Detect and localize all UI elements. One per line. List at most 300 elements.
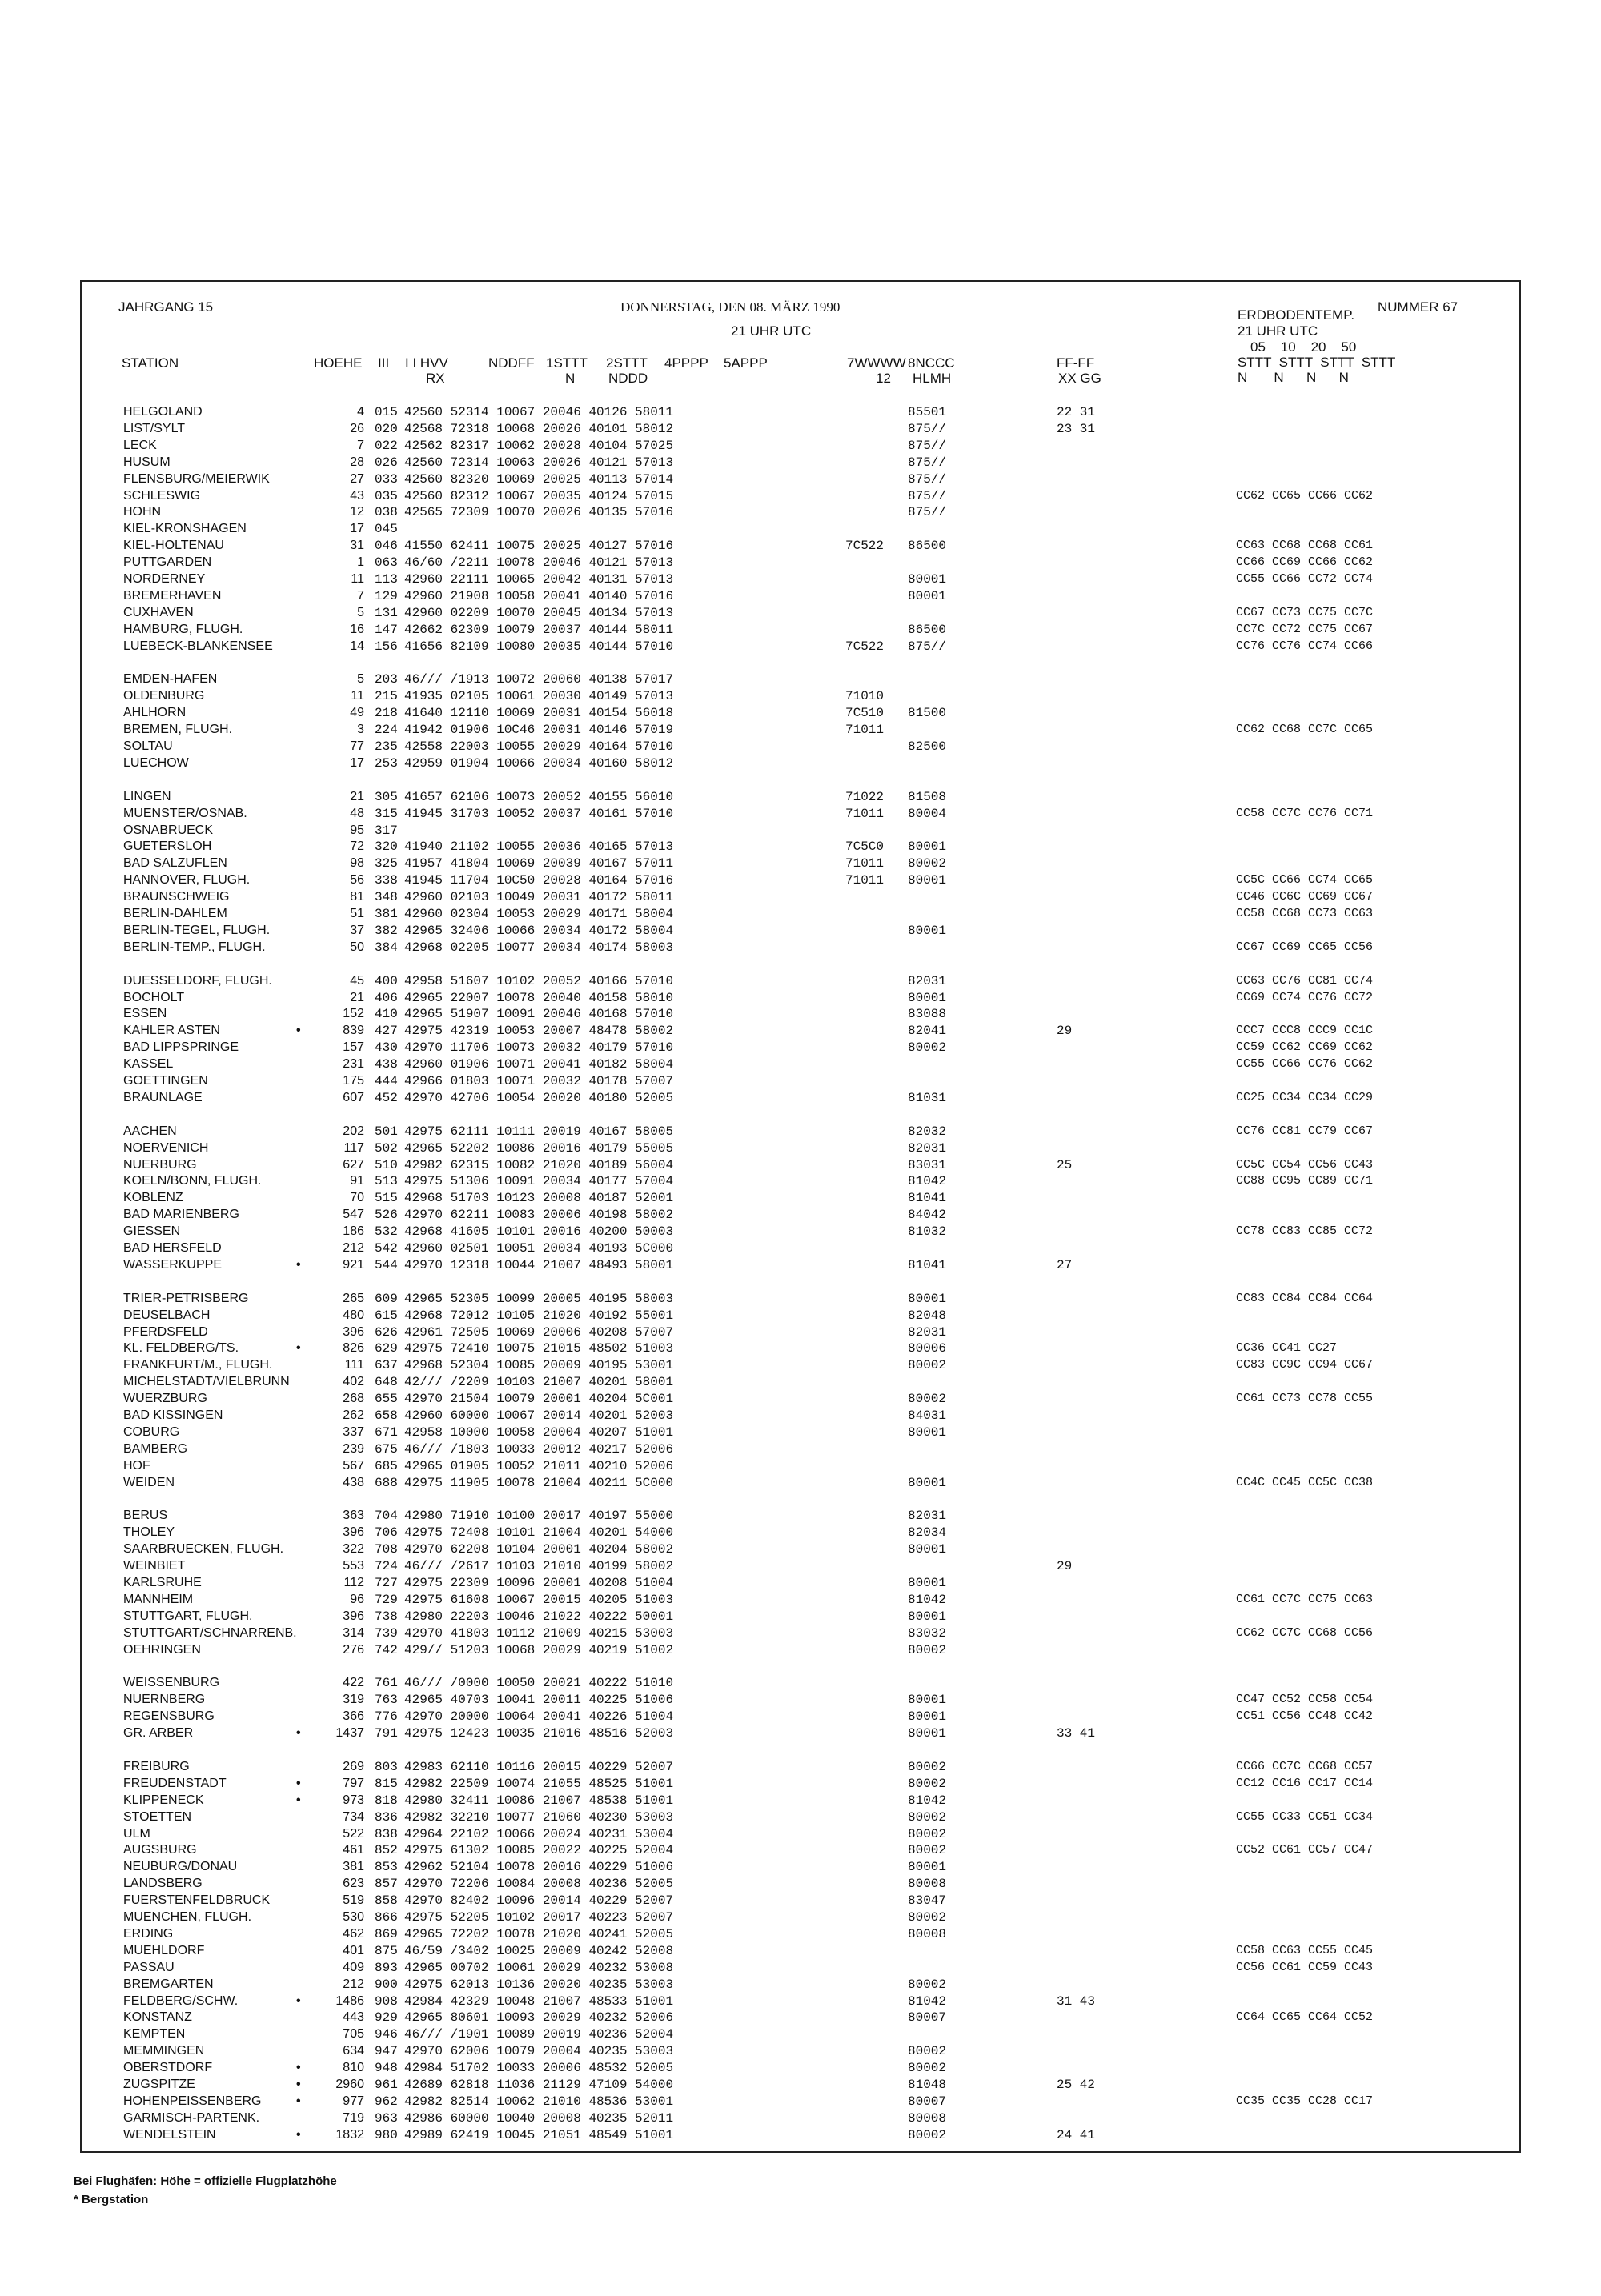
station-name: FUERSTENFELDBRUCK bbox=[123, 1893, 271, 1908]
station-height: 269 bbox=[343, 1759, 364, 1773]
station-height: 396 bbox=[343, 1324, 364, 1339]
station-name: TRIER-PETRISBERG bbox=[123, 1291, 249, 1305]
cloud-group: 80004 bbox=[908, 806, 947, 821]
synop-groups: 42965 01905 10052 21011 40210 52006 bbox=[404, 1458, 674, 1473]
weather-group: 71022 bbox=[845, 789, 885, 804]
station-id: 038 bbox=[375, 505, 398, 520]
station-row bbox=[82, 1827, 1523, 1844]
col-7wwww-n: 12 bbox=[876, 371, 891, 386]
station-id: 980 bbox=[375, 2127, 398, 2142]
station-name: EMDEN-HAFEN bbox=[123, 672, 218, 687]
weather-group: 7C522 bbox=[845, 639, 885, 654]
mountain-station-marker: • bbox=[296, 2078, 301, 2091]
cloud-group: 80001 bbox=[908, 1709, 947, 1725]
cloud-group: 82031 bbox=[908, 1509, 947, 1524]
col-iii: III bbox=[378, 355, 390, 371]
soil-temps: CC7C CC72 CC75 CC67 bbox=[1236, 622, 1374, 636]
cloud-group: 80002 bbox=[908, 2061, 947, 2076]
station-id: 869 bbox=[375, 1926, 398, 1941]
station-id: 857 bbox=[375, 1877, 398, 1892]
cloud-group: 80001 bbox=[908, 1726, 947, 1741]
station-id: 532 bbox=[375, 1224, 398, 1240]
station-name: KIEL-KRONSHAGEN bbox=[123, 522, 247, 536]
synop-groups: 42960 21908 10058 20041 40140 57016 bbox=[404, 588, 674, 603]
footnote-mountain: * Bergstation bbox=[74, 2193, 149, 2206]
station-id: 348 bbox=[375, 890, 398, 905]
station-row bbox=[82, 924, 1523, 940]
synop-groups: 46/// /1803 10033 20012 40217 52006 bbox=[404, 1441, 674, 1457]
synop-groups: 42558 22003 10055 20029 40164 57010 bbox=[404, 739, 674, 754]
station-row bbox=[82, 522, 1523, 539]
station-height: 519 bbox=[343, 1893, 364, 1908]
station-id: 131 bbox=[375, 605, 398, 620]
volume-label: JAHRGANG 15 bbox=[118, 299, 214, 315]
soil-temps: CC55 CC66 CC72 CC74 bbox=[1236, 572, 1374, 586]
station-height: 212 bbox=[343, 1977, 364, 1991]
station-id: 444 bbox=[375, 1074, 398, 1088]
synop-groups: 42968 41605 10101 20016 40200 50003 bbox=[404, 1224, 674, 1240]
station-row bbox=[82, 1292, 1523, 1308]
col-2sttt-n: NDDD bbox=[608, 371, 648, 386]
mountain-station-marker: • bbox=[296, 1776, 301, 1790]
synop-groups: 42568 72318 10068 20026 40101 58012 bbox=[404, 421, 674, 436]
station-height: 1437 bbox=[335, 1726, 364, 1741]
station-height: 91 bbox=[350, 1174, 364, 1188]
station-id: 045 bbox=[375, 522, 398, 537]
station-id: 763 bbox=[375, 1693, 398, 1708]
station-id: 033 bbox=[375, 471, 398, 487]
station-row bbox=[82, 623, 1523, 639]
synop-groups: 42960 01906 10071 20041 40182 58004 bbox=[404, 1057, 674, 1072]
station-id: 430 bbox=[375, 1040, 398, 1056]
cloud-group: 81041 bbox=[908, 1191, 947, 1206]
station-row bbox=[82, 873, 1523, 890]
station-height: 396 bbox=[343, 1525, 364, 1540]
station-name: ZUGSPITZE bbox=[123, 2078, 195, 2091]
synop-groups: 46/// /2617 10103 21010 40199 58002 bbox=[404, 1559, 674, 1574]
synop-groups: 41957 41804 10069 20039 40167 57011 bbox=[404, 856, 674, 872]
cloud-group: 80002 bbox=[908, 2044, 947, 2059]
station-height: 157 bbox=[343, 1040, 364, 1055]
weather-group: 71011 bbox=[845, 806, 885, 821]
station-id: 704 bbox=[375, 1509, 398, 1524]
station-id: 502 bbox=[375, 1140, 398, 1156]
soil-temps: CC25 CC34 CC34 CC29 bbox=[1236, 1090, 1374, 1104]
synop-groups: 42975 72408 10101 21004 40201 54000 bbox=[404, 1525, 674, 1541]
station-row bbox=[82, 1341, 1523, 1358]
station-row bbox=[82, 1024, 1523, 1040]
station-name: BRAUNSCHWEIG bbox=[123, 890, 230, 904]
soil-temps: CC46 CC6C CC69 CC67 bbox=[1236, 890, 1374, 904]
cloud-group: 86500 bbox=[908, 622, 947, 637]
station-id: 852 bbox=[375, 1843, 398, 1858]
station-row bbox=[82, 1191, 1523, 1208]
synop-groups: 42968 72012 10105 21020 40192 55001 bbox=[404, 1308, 674, 1323]
soil-temps: CC78 CC83 CC85 CC72 bbox=[1236, 1224, 1374, 1239]
soil-temps: CC47 CC52 CC58 CC54 bbox=[1236, 1693, 1374, 1707]
station-name: AUGSBURG bbox=[123, 1843, 197, 1857]
col-nddff: NDDFF bbox=[488, 355, 535, 371]
soil-temps: CC69 CC74 CC76 CC72 bbox=[1236, 990, 1374, 1004]
cloud-group: 83088 bbox=[908, 1007, 947, 1022]
station-height: 11 bbox=[351, 689, 364, 703]
synop-groups: 41945 31703 10052 20037 40161 57010 bbox=[404, 806, 674, 821]
station-name: BREMERHAVEN bbox=[123, 588, 222, 603]
station-name: LUEBECK-BLANKENSEE bbox=[123, 639, 273, 653]
station-height: 1832 bbox=[335, 2127, 364, 2142]
weather-group: 71010 bbox=[845, 689, 885, 704]
soil-temp-time: 21 UHR UTC bbox=[1238, 323, 1318, 339]
station-id: 671 bbox=[375, 1424, 398, 1440]
synop-groups: 46/// /0000 10050 20021 40222 51010 bbox=[404, 1676, 674, 1691]
station-name: HOHENPEISSENBERG bbox=[123, 2094, 262, 2108]
station-row bbox=[82, 1308, 1523, 1325]
station-name: STUTTGART, FLUGH. bbox=[123, 1609, 253, 1623]
station-id: 544 bbox=[375, 1257, 398, 1272]
station-name: BAD KISSINGEN bbox=[123, 1408, 223, 1422]
station-name: MUENSTER/OSNAB. bbox=[123, 806, 247, 820]
station-id: 853 bbox=[375, 1860, 398, 1875]
cloud-group: 80001 bbox=[908, 1693, 947, 1708]
synop-groups: 42970 20000 10064 20041 40226 51004 bbox=[404, 1709, 674, 1725]
soil-temps: CC55 CC66 CC76 CC62 bbox=[1236, 1057, 1374, 1072]
station-id: 609 bbox=[375, 1291, 398, 1306]
station-id: 338 bbox=[375, 873, 398, 888]
synop-groups: 42970 41803 10112 21009 40215 53003 bbox=[404, 1625, 674, 1641]
station-height: 409 bbox=[343, 1960, 364, 1974]
synop-groups: 42975 61302 10085 20022 40225 52004 bbox=[404, 1843, 674, 1858]
station-id: 526 bbox=[375, 1208, 398, 1223]
cloud-group: 80002 bbox=[908, 856, 947, 872]
cloud-group: 80007 bbox=[908, 2010, 947, 2026]
synop-groups: 42960 22111 10065 20042 40131 57013 bbox=[404, 572, 674, 587]
footnote-airports: Bei Flughäfen: Höhe = offizielle Flugplatzhöhe bbox=[74, 2174, 337, 2188]
station-name: KAHLER ASTEN bbox=[123, 1024, 220, 1038]
station-id: 501 bbox=[375, 1124, 398, 1139]
station-name: KIEL-HOLTENAU bbox=[123, 539, 224, 553]
synop-groups: 42965 52202 10086 20016 40179 55005 bbox=[404, 1140, 674, 1156]
station-id: 629 bbox=[375, 1341, 398, 1356]
weather-group: 7C510 bbox=[845, 706, 885, 721]
cloud-group: 86500 bbox=[908, 539, 947, 554]
synop-groups: 42560 72314 10063 20026 40121 57013 bbox=[404, 455, 674, 470]
station-height: 16 bbox=[350, 622, 364, 636]
station-name: DEUSELBACH bbox=[123, 1308, 211, 1322]
synop-groups: 42562 82317 10062 20028 40104 57025 bbox=[404, 438, 674, 453]
station-id: 515 bbox=[375, 1191, 398, 1206]
synop-groups: 42980 32411 10086 21007 48538 51001 bbox=[404, 1793, 674, 1808]
station-name: WENDELSTEIN bbox=[123, 2127, 216, 2142]
station-name: FREUDENSTADT bbox=[123, 1776, 227, 1790]
synop-groups: 42961 72505 10069 20006 40208 57007 bbox=[404, 1324, 674, 1340]
issue-label: NUMMER 67 bbox=[1378, 299, 1459, 315]
station-height: 56 bbox=[350, 873, 364, 888]
station-id: 818 bbox=[375, 1793, 398, 1808]
station-height: 826 bbox=[343, 1341, 364, 1356]
station-height: 268 bbox=[343, 1392, 364, 1406]
station-height: 567 bbox=[343, 1458, 364, 1473]
station-id: 727 bbox=[375, 1576, 398, 1590]
station-id: 708 bbox=[375, 1542, 398, 1557]
station-name: ULM bbox=[123, 1826, 150, 1841]
synop-groups: 42960 02304 10053 20029 40171 58004 bbox=[404, 907, 674, 921]
col-ffff: FF-FF bbox=[1057, 355, 1095, 371]
cloud-group: 82032 bbox=[908, 1124, 947, 1139]
station-row bbox=[82, 1392, 1523, 1408]
station-name: GR. ARBER bbox=[123, 1726, 194, 1741]
gust-group: 27 bbox=[1057, 1257, 1073, 1272]
station-id: 803 bbox=[375, 1759, 398, 1774]
station-name: FREIBURG bbox=[123, 1759, 190, 1773]
station-height: 96 bbox=[350, 1592, 364, 1606]
soil-depths: 05 10 20 50 bbox=[1250, 339, 1357, 355]
station-row bbox=[82, 539, 1523, 555]
station-name: HAMBURG, FLUGH. bbox=[123, 622, 243, 636]
cloud-group: 84042 bbox=[908, 1208, 947, 1223]
station-row bbox=[82, 1358, 1523, 1375]
station-height: 265 bbox=[343, 1291, 364, 1305]
station-height: 43 bbox=[350, 488, 364, 503]
station-row bbox=[82, 1442, 1523, 1459]
station-height: 239 bbox=[343, 1441, 364, 1456]
station-name: GIESSEN bbox=[123, 1224, 181, 1239]
station-name: LINGEN bbox=[123, 789, 171, 803]
station-height: 553 bbox=[343, 1559, 364, 1573]
synop-groups: 42960 02103 10049 20031 40172 58011 bbox=[404, 890, 674, 905]
station-row bbox=[82, 756, 1523, 773]
synop-groups: 41935 02105 10061 20030 40149 57013 bbox=[404, 689, 674, 704]
station-row bbox=[82, 2111, 1523, 2128]
station-row bbox=[82, 991, 1523, 1008]
synop-groups: 42966 01803 10071 20032 40178 57007 bbox=[404, 1074, 674, 1088]
station-row bbox=[82, 455, 1523, 472]
station-id: 946 bbox=[375, 2027, 398, 2042]
cloud-group: 82041 bbox=[908, 1024, 947, 1039]
station-height: 797 bbox=[343, 1776, 364, 1790]
station-height: 522 bbox=[343, 1826, 364, 1841]
station-name: ESSEN bbox=[123, 1007, 167, 1021]
station-name: FELDBERG/SCHW. bbox=[123, 1993, 239, 2008]
cloud-group: 81500 bbox=[908, 706, 947, 721]
soil-temps: CC51 CC56 CC48 CC42 bbox=[1236, 1709, 1374, 1724]
cloud-group: 80002 bbox=[908, 1809, 947, 1825]
station-id: 761 bbox=[375, 1676, 398, 1691]
synop-groups: 42965 40703 10041 20011 40225 51006 bbox=[404, 1693, 674, 1708]
station-id: 948 bbox=[375, 2061, 398, 2076]
station-height: 480 bbox=[343, 1308, 364, 1322]
station-height: 337 bbox=[343, 1424, 364, 1439]
cloud-group: 80002 bbox=[908, 1977, 947, 1992]
station-height: 402 bbox=[343, 1375, 364, 1389]
cloud-group: 80001 bbox=[908, 873, 947, 888]
station-name: BERLIN-TEMP., FLUGH. bbox=[123, 940, 266, 954]
station-id: 963 bbox=[375, 2110, 398, 2126]
cloud-group: 81508 bbox=[908, 789, 947, 804]
synop-groups: 42986 60000 10040 20008 40235 52011 bbox=[404, 2110, 674, 2126]
station-row bbox=[82, 1994, 1523, 2011]
station-id: 046 bbox=[375, 539, 398, 554]
station-name: KLIPPENECK bbox=[123, 1793, 204, 1807]
station-name: NUERBURG bbox=[123, 1157, 197, 1172]
station-name: BERLIN-DAHLEM bbox=[123, 907, 227, 920]
station-height: 175 bbox=[343, 1074, 364, 1088]
station-name: STUTTGART/SCHNARRENB. bbox=[123, 1625, 297, 1640]
station-name: SOLTAU bbox=[123, 739, 173, 753]
station-height: 462 bbox=[343, 1926, 364, 1941]
synop-groups: 42975 51306 10091 20034 40177 57004 bbox=[404, 1174, 674, 1189]
col-ffff-n: XX GG bbox=[1058, 371, 1101, 386]
mountain-station-marker: • bbox=[296, 1993, 301, 2008]
synop-groups: 42560 82320 10069 20025 40113 57014 bbox=[404, 471, 674, 487]
station-height: 21 bbox=[350, 789, 364, 803]
station-id: 929 bbox=[375, 2010, 398, 2026]
station-height: 7 bbox=[357, 438, 364, 452]
report-frame bbox=[80, 280, 1521, 2153]
cloud-group: 80001 bbox=[908, 1542, 947, 1557]
station-row bbox=[82, 1241, 1523, 1258]
station-height: 623 bbox=[343, 1877, 364, 1891]
station-id: 893 bbox=[375, 1960, 398, 1975]
station-row bbox=[82, 839, 1523, 856]
station-name: MICHELSTADT/VIELBRUNN bbox=[123, 1375, 290, 1389]
station-height: 81 bbox=[350, 890, 364, 904]
cloud-group: 80002 bbox=[908, 1040, 947, 1056]
station-name: WEIDEN bbox=[123, 1475, 175, 1489]
station-name: THOLEY bbox=[123, 1525, 175, 1540]
station-id: 218 bbox=[375, 706, 398, 721]
station-name: BERLIN-TEGEL, FLUGH. bbox=[123, 923, 271, 937]
station-row bbox=[82, 1927, 1523, 1944]
station-name: COBURG bbox=[123, 1424, 180, 1439]
station-name: KARLSRUHE bbox=[123, 1576, 202, 1589]
station-height: 810 bbox=[343, 2061, 364, 2075]
station-row bbox=[82, 1643, 1523, 1660]
station-height: 438 bbox=[343, 1475, 364, 1489]
synop-groups: 42/// /2209 10103 21007 40201 58001 bbox=[404, 1375, 674, 1390]
station-row bbox=[82, 1609, 1523, 1626]
cloud-group: 875// bbox=[908, 471, 947, 487]
station-row bbox=[82, 1141, 1523, 1158]
station-height: 17 bbox=[350, 522, 364, 536]
station-row bbox=[82, 1559, 1523, 1576]
station-name: LUECHOW bbox=[123, 755, 189, 770]
station-id: 384 bbox=[375, 940, 398, 955]
station-height: 363 bbox=[343, 1509, 364, 1523]
station-height: 49 bbox=[350, 706, 364, 720]
station-name: CUXHAVEN bbox=[123, 605, 194, 619]
gust-group: 33 41 bbox=[1057, 1726, 1096, 1741]
station-height: 5 bbox=[357, 672, 364, 687]
cloud-group: 80001 bbox=[908, 1860, 947, 1875]
station-id: 866 bbox=[375, 1910, 398, 1925]
station-id: 900 bbox=[375, 1977, 398, 1992]
station-row bbox=[82, 1810, 1523, 1827]
station-row bbox=[82, 890, 1523, 907]
mountain-station-marker: • bbox=[296, 1024, 301, 1038]
synop-groups: 46/// /1913 10072 20060 40138 57017 bbox=[404, 672, 674, 687]
station-id: 658 bbox=[375, 1408, 398, 1423]
col-7wwww: 7WWWW bbox=[847, 355, 906, 371]
col-1sttt: 1STTT bbox=[546, 355, 588, 371]
station-row bbox=[82, 723, 1523, 739]
station-name: KL. FELDBERG/TS. bbox=[123, 1341, 239, 1356]
synop-groups: 42970 11706 10073 20032 40179 57010 bbox=[404, 1040, 674, 1056]
station-height: 26 bbox=[350, 421, 364, 435]
station-row bbox=[82, 1208, 1523, 1224]
station-id: 147 bbox=[375, 622, 398, 637]
station-height: 422 bbox=[343, 1676, 364, 1690]
station-height: 366 bbox=[343, 1709, 364, 1724]
soil-temps: CC5C CC66 CC74 CC65 bbox=[1236, 873, 1374, 888]
station-id: 406 bbox=[375, 990, 398, 1005]
cloud-group: 81032 bbox=[908, 1224, 947, 1240]
station-name: AACHEN bbox=[123, 1124, 177, 1138]
cloud-group: 80001 bbox=[908, 1576, 947, 1590]
station-row bbox=[82, 1676, 1523, 1693]
soil-temps: CC88 CC95 CC89 CC71 bbox=[1236, 1174, 1374, 1188]
station-height: 607 bbox=[343, 1090, 364, 1104]
station-row bbox=[82, 940, 1523, 957]
station-height: 70 bbox=[350, 1191, 364, 1205]
time-label: 21 UHR UTC bbox=[731, 323, 812, 339]
synop-groups: 42970 12318 10044 21007 48493 58001 bbox=[404, 1257, 674, 1272]
station-height: 72 bbox=[350, 839, 364, 854]
station-height: 45 bbox=[350, 973, 364, 988]
synop-groups: 42968 51703 10123 20008 40187 52001 bbox=[404, 1191, 674, 1206]
station-row bbox=[82, 706, 1523, 723]
station-row bbox=[82, 422, 1523, 439]
soil-temps: CC63 CC68 CC68 CC61 bbox=[1236, 539, 1374, 553]
synop-groups: 42960 02209 10070 20045 40134 57013 bbox=[404, 605, 674, 620]
soil-temps: CC61 CC7C CC75 CC63 bbox=[1236, 1592, 1374, 1606]
station-id: 026 bbox=[375, 455, 398, 470]
col-1sttt-n: N bbox=[565, 371, 576, 386]
soil-temps: CC64 CC65 CC64 CC52 bbox=[1236, 2010, 1374, 2025]
cloud-group: 83031 bbox=[908, 1157, 947, 1172]
station-id: 129 bbox=[375, 588, 398, 603]
weather-group: 7C522 bbox=[845, 539, 885, 554]
cloud-group: 80008 bbox=[908, 1877, 947, 1892]
gust-group: 31 43 bbox=[1057, 1993, 1096, 2009]
synop-groups: 42970 72206 10084 20008 40236 52005 bbox=[404, 1877, 674, 1892]
station-name: NORDERNEY bbox=[123, 572, 206, 586]
synop-groups: 42982 62315 10082 21020 40189 56004 bbox=[404, 1157, 674, 1172]
station-height: 634 bbox=[343, 2044, 364, 2058]
cloud-group: 80002 bbox=[908, 1826, 947, 1841]
gust-group: 23 31 bbox=[1057, 421, 1096, 436]
station-name: WEISSENBURG bbox=[123, 1676, 220, 1690]
synop-groups: 46/// /1901 10089 20019 40236 52004 bbox=[404, 2027, 674, 2042]
station-height: 627 bbox=[343, 1157, 364, 1172]
synop-groups: 41940 21102 10055 20036 40165 57013 bbox=[404, 839, 674, 855]
station-name: AHLHORN bbox=[123, 706, 187, 720]
station-height: 530 bbox=[343, 1910, 364, 1924]
synop-groups: 42980 22203 10046 21022 40222 50001 bbox=[404, 1609, 674, 1624]
station-id: 776 bbox=[375, 1709, 398, 1725]
soil-stt: STTT STTT STTT STTT bbox=[1238, 355, 1396, 370]
cloud-group: 80002 bbox=[908, 1910, 947, 1925]
station-id: 452 bbox=[375, 1090, 398, 1105]
synop-groups: 42959 01904 10066 20034 40160 58012 bbox=[404, 755, 674, 771]
station-height: 276 bbox=[343, 1642, 364, 1657]
station-row bbox=[82, 2078, 1523, 2094]
soil-temps: CC58 CC63 CC55 CC45 bbox=[1236, 1943, 1374, 1957]
soil-temps: CC55 CC33 CC51 CC34 bbox=[1236, 1809, 1374, 1824]
station-id: 224 bbox=[375, 723, 398, 738]
station-id: 305 bbox=[375, 789, 398, 804]
station-name: LECK bbox=[123, 438, 157, 452]
date-label: DONNERSTAG, DEN 08. MÄRZ 1990 bbox=[620, 299, 841, 315]
